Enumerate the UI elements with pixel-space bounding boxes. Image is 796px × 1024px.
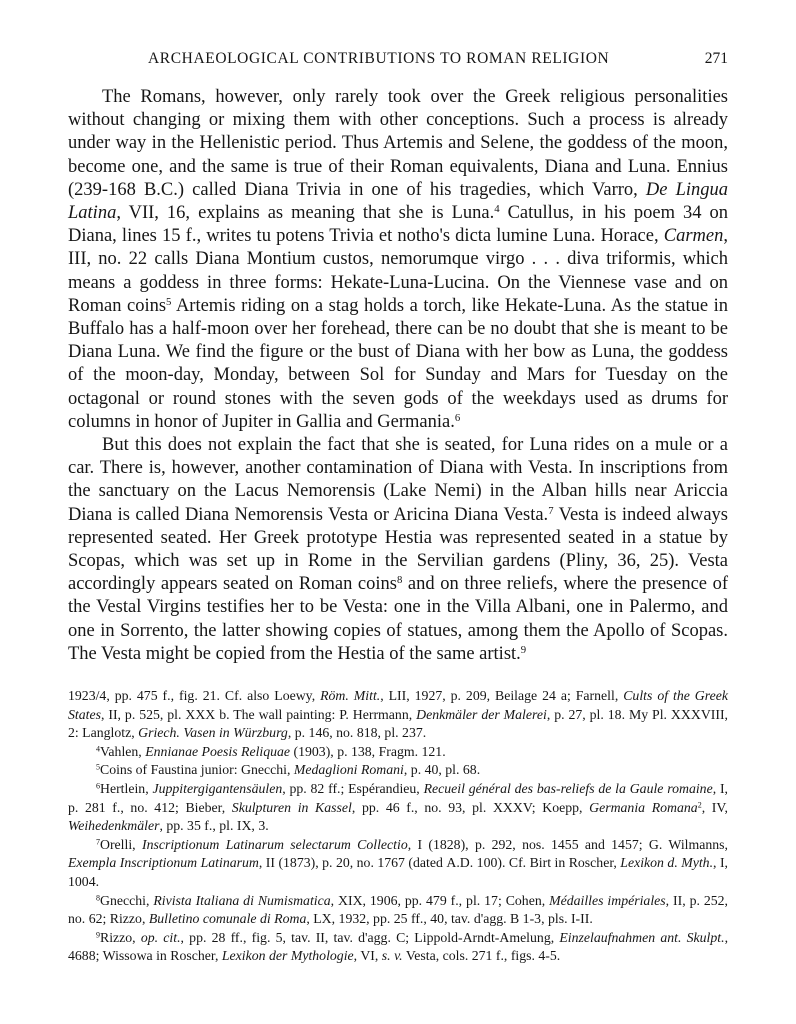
- main-text: [68, 86, 728, 666]
- footnote-5: $^5$Coins of Faustina junior: Gnecchi, Medaglioni Romani, p. 40, pl. 68.: [96, 762, 481, 778]
- footnote-ref-5: 5: [166, 295, 172, 308]
- page-header: [148, 50, 728, 72]
- footnote-7: $^7$Orelli, Inscriptionum Latinarum selectarum Collectio, I (1828), p. 292, nos. 1455 and 1457; G. Wilmanns, Exempla Inscriptionum Latinarum, II (1873), p. 20, no. 1767 (dated A.D. 100). Cf. Birt in Roscher, Lexikon d. Myth., I, 1004.: [68, 836, 728, 889]
- footnote-ref-7: 7: [548, 504, 554, 517]
- paragraph-1: The Romans, however, only rarely took over the Greek religious personalities without changing or mixing them with other conceptions. Such a process is already under way in the Hellenistic period. Thus Artemis and Selene, the goddess of the moon, become one, and the same is true of their Roman equivalents, Diana and Luna. Ennius (239-168 B.C.) called Diana Trivia in one of his tragedies, which Varro, De Lingua Latina, VII, 16, explains as meaning that she is Luna.$^4$ Catullus, in his poem 34 on Diana, lines 15 f., writes tu potens Trivia et notho's dicta lumine Luna. Horace, Carmen, III, no. 22 calls Diana Montium custos, nemorumque virgo . . . diva triformis, which means a goddess in three forms: Hekate-Luna-Lucina. On the Viennese vase and on Roman coins$^5$ Artemis riding on a stag holds a torch, like Hekate-Luna. As the statue in Buffalo has a half-moon over her forehead, there can be no doubt that she is meant to be Diana Luna. We find the figure or the bust of Diana with her bow as Luna, the goddess of the moon-day, Monday, between Sol for Sunday and Mars for Tuesday on the octagonal or round stones with the seven gods of the weekdays used as drums for columns in honor of Jupiter in Gallia and Germania.$^6$: [68, 87, 728, 432]
- page-number: 271: [704, 50, 728, 67]
- running-title: ARCHAEOLOGICAL CONTRIBUTIONS TO ROMAN RELIGION: [148, 50, 610, 67]
- footnote-ref-8: 8: [396, 574, 403, 587]
- footnotes: [68, 687, 728, 966]
- footnote-ref-9: 9: [520, 643, 527, 656]
- footnote-9: $^9$Rizzo, op. cit., pp. 28 ff., fig. 5, tav. II, tav. d'agg. C; Lippold-Arndt-Amelung, Einzelaufnahmen ant. Skulpt., 4688; Wissowa in Roscher, Lexikon der Mythologie, VI, s. v. Vesta, cols. 271 f., figs. 4-5.: [68, 929, 729, 964]
- footnote-4: $^4$Vahlen, Ennianae Poesis Reliquae (1903), p. 138, Fragm. 121.: [96, 743, 446, 759]
- paragraph-2: But this does not explain the fact that she is seated, for Luna rides on a mule or a car. There is, however, another contamination of Diana with Vesta. In inscriptions from the sanctuary on the Lacus Nemorensis (Lake Nemi) in the Alban hills near Ariccia Diana is called Diana Nemorensis Vesta or Aricina Diana Vesta.$^7$ Vesta is indeed always represented seated. Her Greek prototype Hestia was represented seated in a statue by Scopas, which was set up in Rome in the Servilian gardens (Pliny, 36, 25). Vesta accordingly appears seated on Roman coins$^8$ and on three reliefs, where the presence of the Vestal Virgins testifies her to be Vesta: one in the Villa Albani, one in Palermo, and one in Sorrento, the latter showing copies of statues, among them the Apollo of Scopas. The Vesta might be copied from the Hestia of the same artist.$^9$: [68, 435, 729, 664]
- footnote-ref-6: 6: [454, 411, 461, 424]
- footnote-6: $^6$Hertlein, Juppitergigantensäulen, pp. 82 ff.; Espérandieu, Recueil général des bas-reliefs de la Gaule romaine, I, p. 281 f., no. 412; Bieber, Skulpturen in Kassel, pp. 46 f., no. 93, pl. XXXV; Koepp, Germania Romana$^2$, IV, Weihedenkmäler, pp. 35 f., pl. IX, 3.: [68, 780, 728, 834]
- footnote-3-continued: 1923/4, pp. 475 f., fig. 21. Cf. also Loewy, Röm. Mitt., LII, 1927, p. 209, Beilage 24 a; Farnell, Cults of the Greek States, II, p. 525, pl. XXX b. The wall painting: P. Herrmann, Denkmäler der Malerei, p. 27, pl. 18. My Pl. XXXVIII, 2: Langlotz, Griech. Vasen in Würzburg, p. 146, no. 818, pl. 237.: [68, 688, 729, 741]
- footnote-8: $^8$Gnecchi, Rivista Italiana di Numismatica, XIX, 1906, pp. 479 f., pl. 17; Cohen, Médailles impériales, II, p. 252, no. 62; Rizzo, Bulletino comunale di Roma, LX, 1932, pp. 25 ff., 40, tav. d'agg. B 1-3, pls. I-II.: [68, 892, 728, 927]
- footnote-ref-4: 4: [494, 203, 500, 216]
